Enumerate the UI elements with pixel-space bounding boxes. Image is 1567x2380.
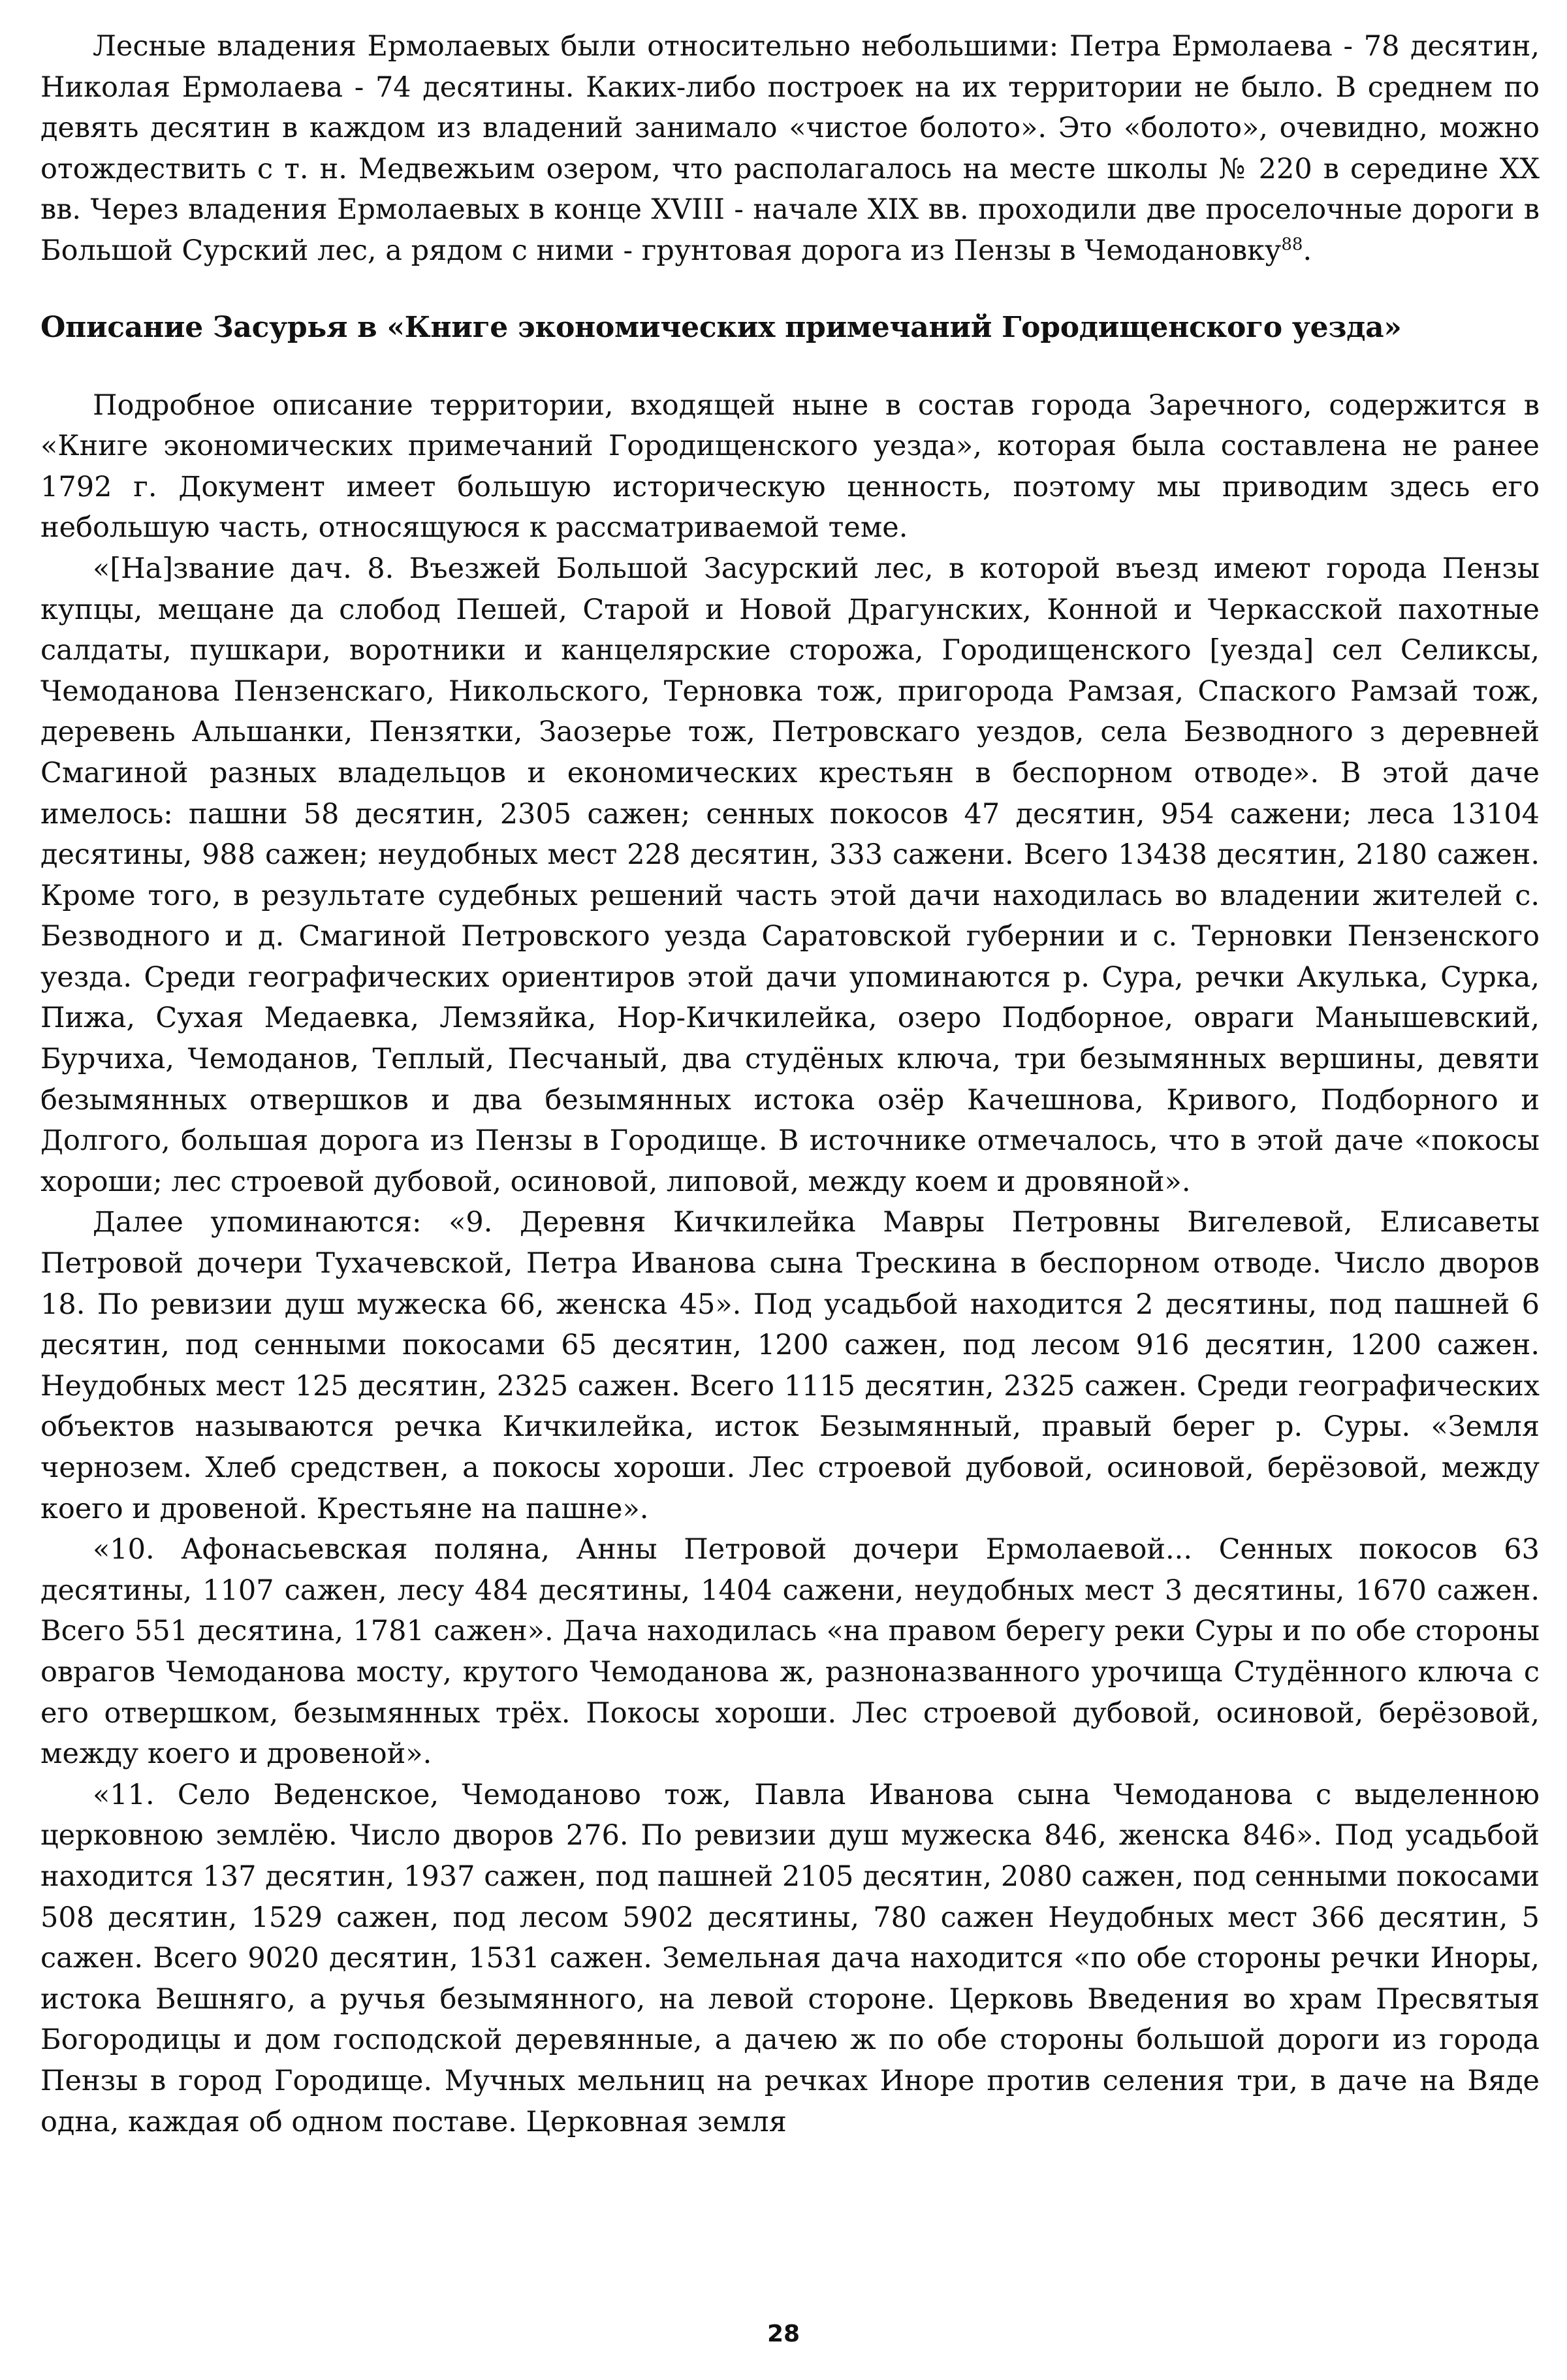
page-number: 28 xyxy=(767,2321,800,2347)
body-paragraph: «10. Афонасьевская поляна, Анны Петровой дочери Ермолаевой... Сенных покосов 63 десятины, 1107 сажен, лесу 484 десятины, 1404 сажени, неудобных мест 3 десятины, 1670 сажен. Всего 551 десятина, 1781 сажен». Дача находилась «на правом берегу реки Суры и по обе стороны оврагов Чемоданова мосту, крутого Чемоданова ж, разноназванного урочища Студённого ключа с его отвершком, безымянных трёх. Покосы хороши. Лес строевой дубовой, осиновой, берёзовой, между коего и дровеной». xyxy=(40,1533,1540,1771)
body-paragraph: «[На]звание дач. 8. Въезжей Большой Засурский лес, в которой въезд имеют города Пензы купцы, мещане да слобод Пешей, Старой и Новой Драгунских, Конной и Черкасской пахотные салдаты, пушкари, воротники и канцелярские сторожа, Городищенского [уезда] сел Селиксы, Чемоданова Пензенскаго, Никольского, Терновка тож, пригорода Рамзая, Спаского Рамзай тож, деревень Альшанки, Пензятки, Заозерье тож, Петровскаго уездов, села Безводного з деревней Смагиной разных владельцов и економических крестьян в беспорном отводе». В этой даче имелось: пашни 58 десятин, 2305 сажен; сенных покосов 47 десятин, 954 сажени; леса 13104 десятины, 988 сажен; неудобных мест 228 десятин, 333 сажени. Всего 13438 десятин, 2180 сажен. Кроме того, в результате судебных решений часть этой дачи находилась во владении жителей с. Безводного и д. Смагиной Петровского уезда Саратовской губернии и с. Терновки Пензенского уезда. Среди географических ориентиров этой дачи упоминаются р. Сура, речки Акулька, Сурка, Пижа, Сухая Медаевка, Лемзяйка, Нор-Кичкилейка, озеро Подборное, овраги Манышевский, Бурчиха, Чемоданов, Теплый, Песчаный, два студёных ключа, три безымянных вершины, девяти безымянных отвершков и два безымянных истока озёр Качешнова, Кривого, Подборного и Долгого, большая дорога из Пензы в Городище. В источнике отмечалось, что в этой даче «покосы хороши; лес строевой дубовой, осиновой, липовой, между коем и дровяной». xyxy=(40,552,1540,1198)
footnote-marker: 88 xyxy=(1281,234,1303,255)
document-page xyxy=(40,26,1540,2142)
intro-paragraph-text: Лесные владения Ермолаевых были относительно небольшими: Петра Ермолаева - 78 десятин, Николая Ермолаева - 74 десятины. Каких-либо построек на их территории не было. В среднем по девять десятин в каждом из владений занимало «чистое болото». Это «болото», очевидно, можно отождествить с т. н. Медвежьим озером, что располагалось на месте школы № 220 в середине XX вв. Через владения Ермолаевых в конце XVIII - начале XIX вв. проходили две проселочные дороги в Большой Сурский лес, а рядом с ними - грунтовая дорога из Пензы в Чемодановку xyxy=(40,30,1540,267)
section-heading: Описание Засурья в «Книге экономических примечаний Городищенского уезда» xyxy=(40,310,1402,344)
intro-paragraph xyxy=(40,26,1540,272)
intro-paragraph-end: . xyxy=(1303,234,1312,267)
body-paragraph: Далее упоминаются: «9. Деревня Кичкилейка Мавры Петровны Вигелевой, Елисаветы Петровой дочери Тухачевской, Петра Иванова сына Трескина в беспорном отводе. Число дворов 18. По ревизии душ мужеска 66, женска 45». Под усадьбой находится 2 десятины, под пашней 6 десятин, под сенными покосами 65 десятин, 1200 сажен, под лесом 916 десятин, 1200 сажен. Неудобных мест 125 десятин, 2325 сажен. Всего 1115 десятин, 2325 сажен. Среди географических объектов называются речка Кичкилейка, исток Безымянный, правый берег р. Суры. «Земля чернозем. Хлеб средствен, а покосы хороши. Лес строевой дубовой, осиновой, берёзовой, между коего и дровеной. Крестьяне на пашне». xyxy=(40,1206,1540,1525)
body-paragraph: Подробное описание территории, входящей ныне в состав города Заречного, содержится в «Книге экономических примечаний Городищенского уезда», которая была составлена не ранее 1792 г. Документ имеет большую историческую ценность, поэтому мы приводим здесь его небольшую часть, относящуюся к рассматриваемой теме. xyxy=(40,389,1540,545)
body-paragraph: «11. Село Веденское, Чемоданово тож, Павла Иванова сына Чемоданова с выделенною церковною землёю. Число дворов 276. По ревизии душ мужеска 846, женска 846». Под усадьбой находится 137 десятин, 1937 сажен, под пашней 2105 десятин, 2080 сажен, под сенными покосами 508 десятин, 1529 сажен, под лесом 5902 десятины, 780 сажен Неудобных мест 366 десятин, 5 сажен. Всего 9020 десятин, 1531 сажен. Земельная дача находится «по обе стороны речки Иноры, истока Вешняго, а ручья безымянного, на левой стороне. Церковь Введения во храм Пресвятыя Богородицы и дом господской деревянные, а дачею ж по обе стороны большой дороги из города Пензы в город Городище. Мучных мельниц на речках Иноре против селения три, в даче на Вяде одна, каждая об одном поставе. Церковная земля xyxy=(40,1778,1540,2138)
